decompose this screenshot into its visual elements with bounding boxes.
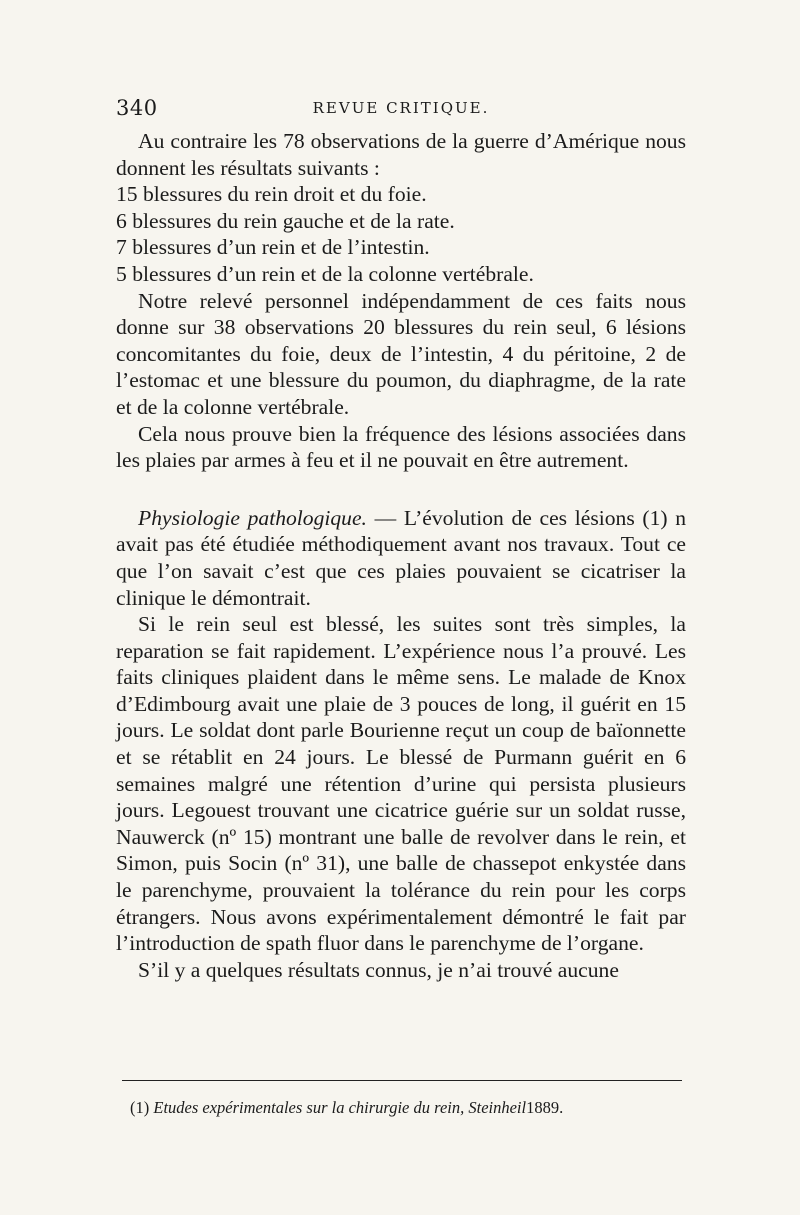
body-text (116, 128, 686, 983)
paragraph-physiology (116, 505, 686, 611)
section-title: Physiologie pathologique. (138, 505, 367, 530)
footnote (130, 1098, 690, 1118)
paragraph-american-war: Au contraire les 78 observations de la guerre d’Amérique nous donnent les résultats suivants : (116, 129, 686, 180)
physiology-text: — L’évolution de ces lésions (1) n avait pas été étudiée méthodiquement avant nos travaux. Tout ce que l’on savait c’est que ces plaies pouvaient se cicatriser la clinique le démontrait. (116, 505, 687, 610)
page-number: 340 (116, 96, 158, 120)
footnote-year: 1889. (526, 1098, 564, 1117)
list-item: 6 blessures du rein gauche et de la rate. (116, 208, 455, 233)
footnote-title: Etudes expérimentales sur la chirurgie du rein, (153, 1098, 465, 1117)
footnote-marker: (1) (130, 1098, 150, 1117)
page-header (116, 96, 686, 126)
list-item: 7 blessures d’un rein et de l’intestin. (116, 235, 430, 260)
section-spacer (116, 474, 686, 505)
paragraph-personal-survey: Notre relevé personnel indépendamment de ces faits nous donne sur 38 observations 20 blessures du rein seul, 6 lésions concomitantes du foie, deux de l’intestin, 4 du péritoine, 2 de l’estomac et une blessure du poumon, du diaphragme, de la rate et de la colonne vertébrale. (116, 288, 686, 419)
paragraph-frequency: Cela nous prouve bien la fréquence des lésions associées dans les plaies par armes à feu et il ne pouvait en être autrement. (116, 421, 686, 473)
footnote-rule (122, 1080, 682, 1081)
paragraph-kidney-healing: Si le rein seul est blessé, les suites sont très simples, la reparation se fait rapidement. L’expérience nous l’a prouvé. Les faits cliniques plaident dans le même sens. Le malade de Knox d’Edimbourg avait une plaie de 3 pouces de long, il guérit en 15 jours. Le soldat dont parle Bourienne reçut un coup de baïonnette et se rétablit en 24 jours. Le blessé de Purmann guérit en 6 semaines malgré une rétention d’urine qui persista plusieurs jours. Legouest trouvant une cicatrice guérie sur un soldat russe, Nauwerck (nº 15) montrant une balle de revolver dans le rein, et Simon, puis Socin (nº 31), une balle de chassepot enkystée dans le parenchyme, prouvaient la tolérance du rein pour les corps étrangers. Nous avons expérimentalement démontré le fait par l’introduction de spath fluor dans le parenchyme de l’organe. (116, 612, 686, 956)
running-title: REVUE CRITIQUE. (312, 99, 490, 117)
list-item: 15 blessures du rein droit et du foie. (116, 182, 427, 207)
paragraph-known-results: S’il y a quelques résultats connus, je n’ai trouvé aucune (138, 957, 619, 982)
footnote-author: Steinheil (468, 1098, 527, 1117)
list-item: 5 blessures d’un rein et de la colonne vertébrale. (116, 261, 534, 286)
